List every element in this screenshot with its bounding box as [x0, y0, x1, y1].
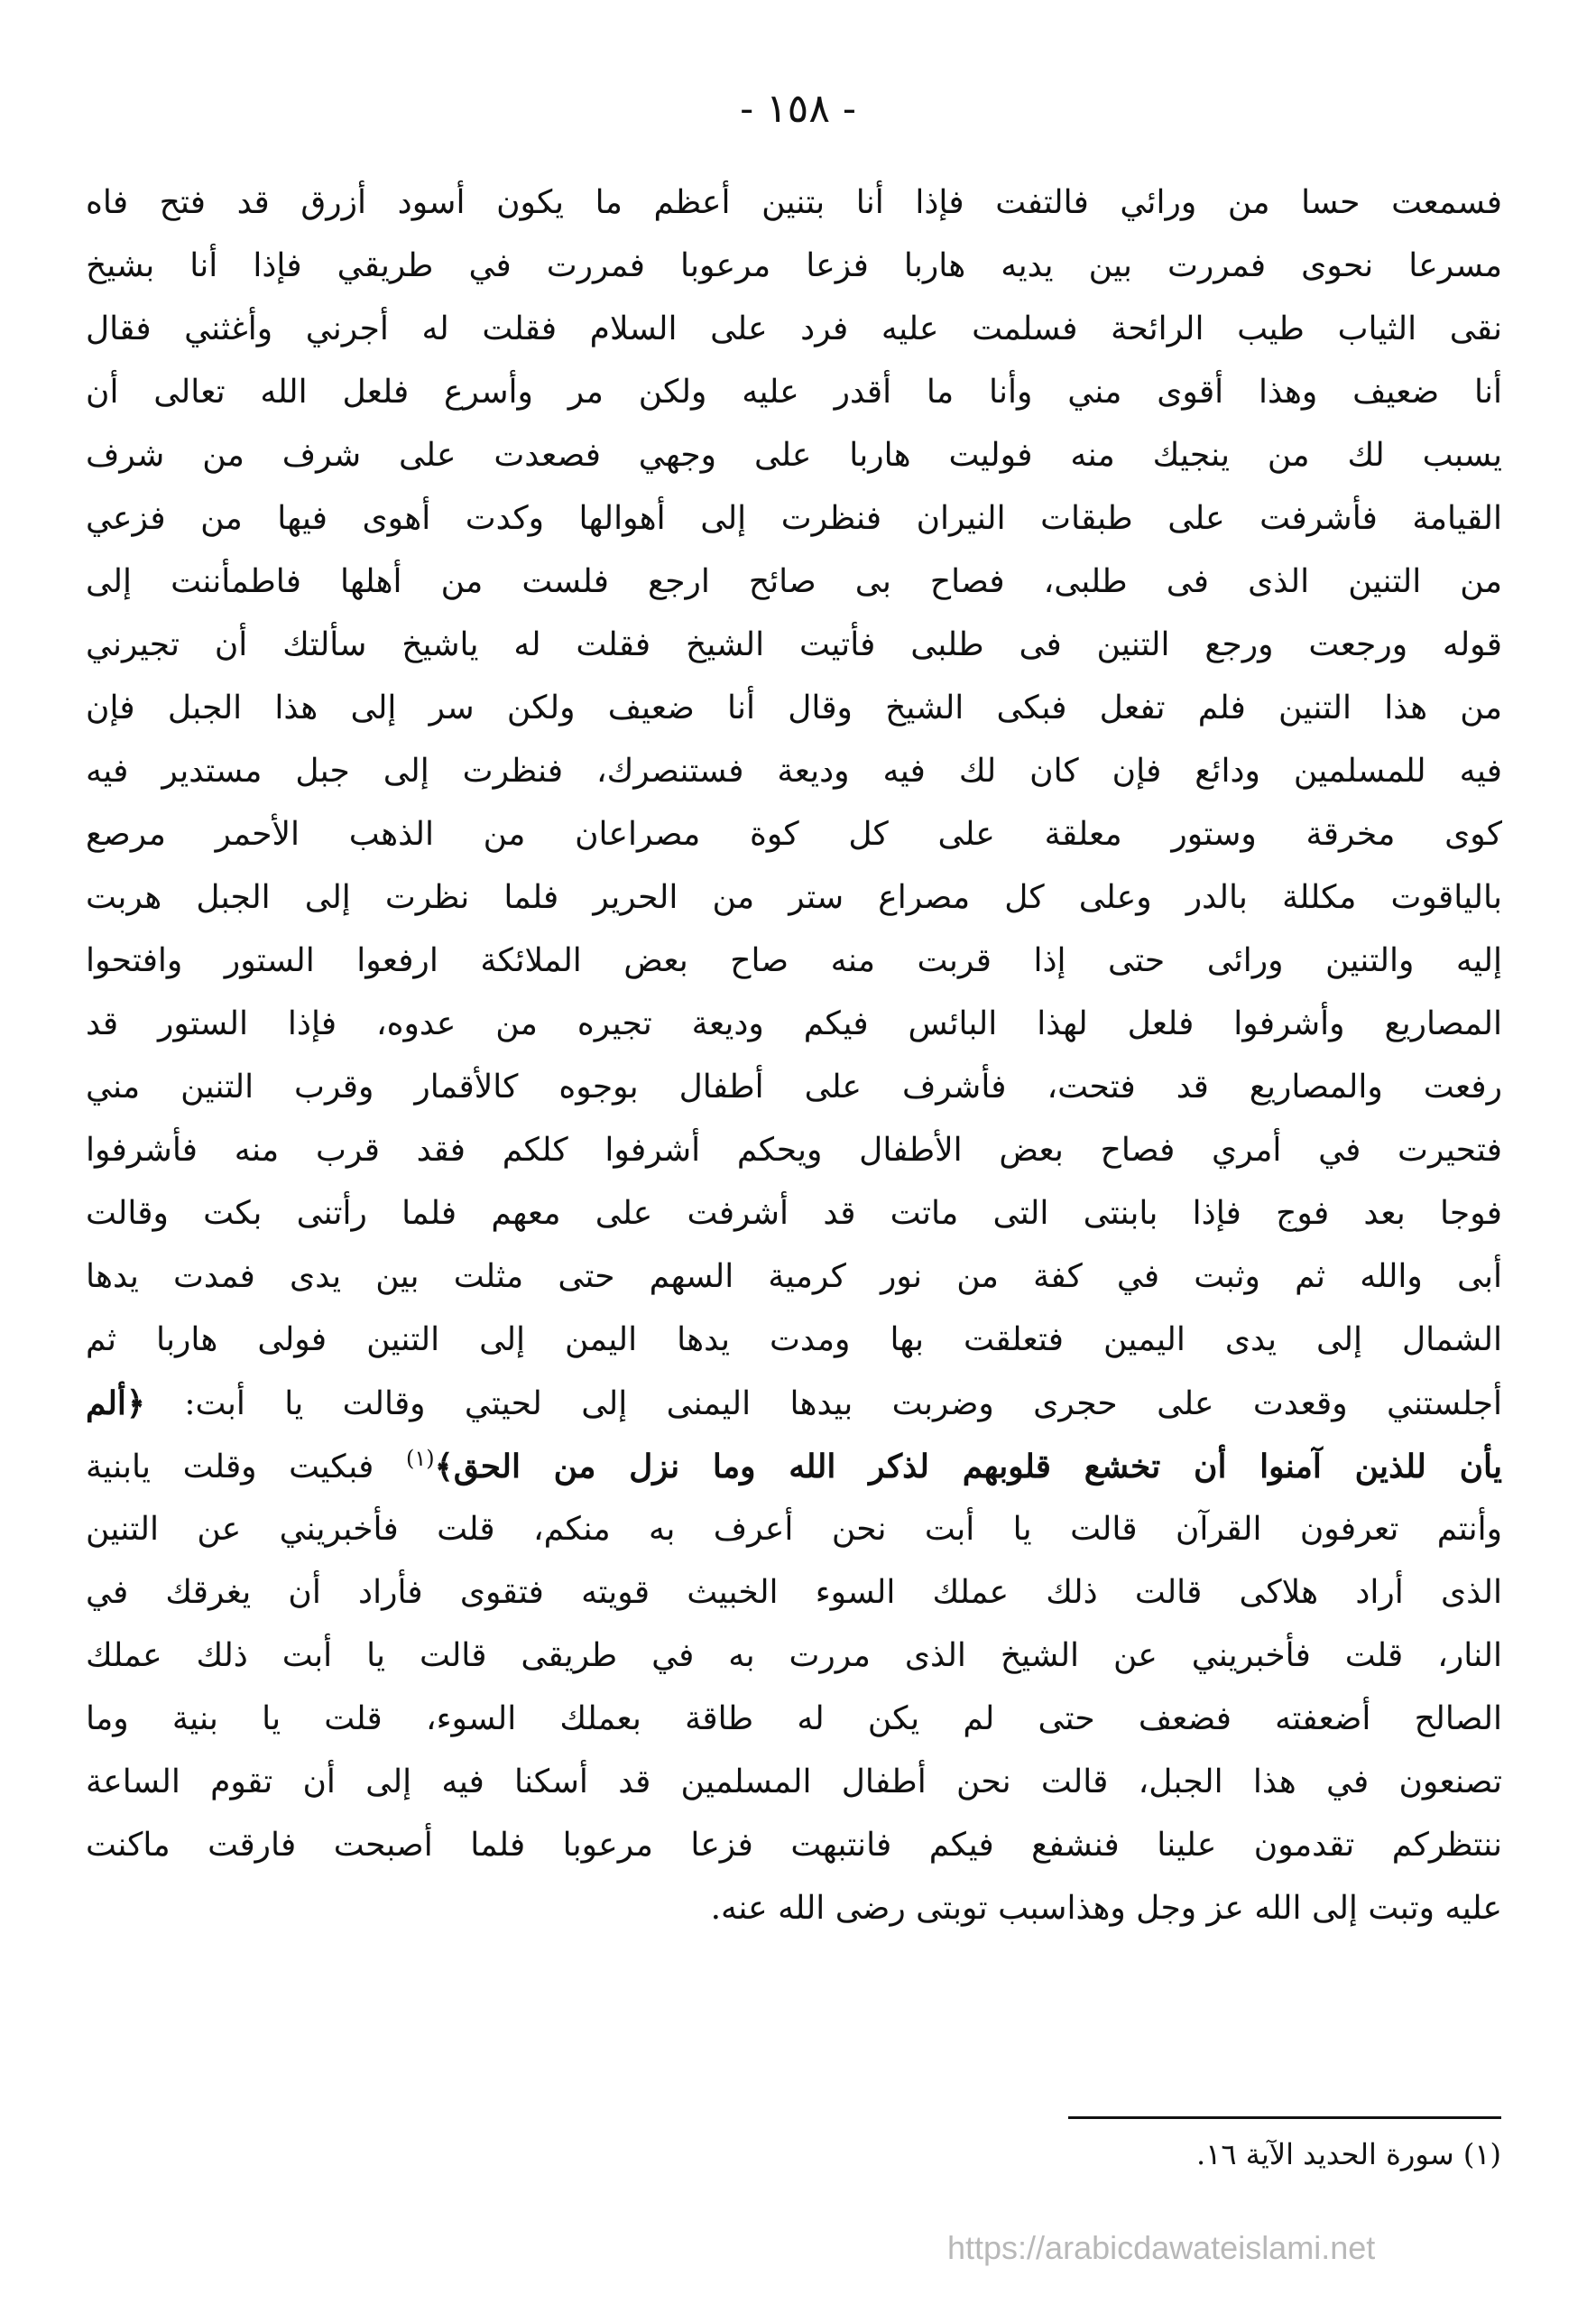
text-line: قوله ورجعت ورجع التنين فى طلبى فأتيت الشيخ فقلت له ياشيخ سألتك أن تجيرني	[86, 626, 1502, 663]
text-line: بالياقوت مكللة بالدر وعلى كل مصراع ستر من الحرير فلما نظرت إلى الجبل هربت	[86, 879, 1502, 916]
text-line: فتحيرت في أمري فصاح بعض الأطفال ويحكم أشرفوا كلكم فقد قرب منه فأشرفوا	[86, 1132, 1502, 1169]
text-line: رفعت والمصاريع قد فتحت، فأشرف على أطفال بوجوه كالأقمار وقرب التنين مني	[86, 1069, 1502, 1106]
text-line: نقى الثياب طيب الرائحة فسلمت عليه فرد على السلام فقلت له أجرني وأغثني فقال	[86, 310, 1502, 347]
text-line: ننتظركم تقدمون علينا فنشفع فيكم فانتبهت فزعا مرعوبا فلما أصبحت فارقت ماكنت	[86, 1827, 1502, 1864]
page-number: - ١٥٨ -	[740, 86, 856, 132]
text-line-with-verse-start	[86, 1372, 1502, 1435]
text-line: الشمال إلى يدى اليمين فتعلقت بها ومدت يدها اليمن إلى التنين فولى هاربا ثم	[86, 1321, 1502, 1358]
text-line: كوى مخرقة وستور معلقة على كل كوة مصراعان من الذهب الأحمر مرصع	[86, 816, 1502, 853]
text-line: الذى أراد هلاكى قالت ذلك عملك السوء الخبيث قويته فتقوى فأراد أن يغرقك في	[86, 1574, 1502, 1611]
text-line: من هذا التنين فلم تفعل فبكى الشيخ وقال أنا ضعيف ولكن سر إلى هذا الجبل فإن	[86, 689, 1502, 727]
text-line: فسمعت حسا من ورائي فالتفت فإذا أنا بتنين أعظم ما يكون أسود أزرق قد فتح فاه	[86, 184, 1502, 221]
text-line: أنا ضعيف وهذا أقوى مني وأنا ما أقدر عليه ولكن مر وأسرع فلعل الله تعالى أن	[86, 374, 1502, 411]
text-line: إليه والتنين ورائى حتى إذا قربت منه صاح بعض الملائكة ارفعوا الستور وافتحوا	[86, 942, 1502, 979]
text-line: عليه وتبت إلى الله عز وجل وهذاسبب توبتى رضى الله عنه.	[710, 1890, 1502, 1927]
text-line: أبى والله ثم وثبت في كفة من نور كرمية السهم حتى مثلت بين يدى فمدت يدها	[86, 1258, 1502, 1295]
text-line: النار، قلت فأخبريني عن الشيخ الذى مررت به في طريقى قالت يا أبت ذلك عملك	[86, 1637, 1502, 1674]
text-line: الصالح أضعفته فضعف حتى لم يكن له طاقة بعملك السوء، قلت يا بنية وما	[86, 1700, 1502, 1737]
text-line: المصاريع وأشرفوا فلعل لهذا البائس فيكم وديعة تجيره من عدوه، فإذا الستور قد	[86, 1005, 1502, 1042]
quran-verse-open: ﴿ألم	[86, 1384, 146, 1422]
text-segment: فبكيت وقلت يابنية	[86, 1448, 374, 1485]
watermark-url: https://arabicdawateislami.net	[947, 2229, 1376, 2266]
footnote: (١) سورة الحديد الآية ١٦.	[1196, 2137, 1501, 2171]
text-line: وأنتم تعرفون القرآن قالت يا أبت نحن أعرف به منكم، قلت فأخبريني عن التنين	[86, 1511, 1502, 1548]
text-line-with-verse	[86, 1435, 1502, 1498]
text-segment: أجلستني وقعدت على حجرى وضربت بيدها اليمنى إلى لحيتي وقالت يا أبت:	[184, 1385, 1502, 1422]
text-line: يسبب لك من ينجيك منه فوليت هاربا على وجهي فصعدت على شرف من شرف	[86, 437, 1502, 474]
text-line: القيامة فأشرفت على طبقات النيران فنظرت إلى أهوالها وكدت أهوى فيها من فزعي	[86, 500, 1502, 537]
quran-verse: يأن للذين آمنوا أن تخشع قلوبهم لذكر الله وما نزل من الحق﴾	[434, 1448, 1502, 1485]
text-line: مسرعا نحوى فمررت بين يديه هاربا فزعا مرعوبا فمررت في طريقي فإذا أنا بشيخ	[86, 247, 1502, 284]
text-line: من التنين الذى فى طلبى، فصاح بى صائح ارجع فلست من أهلها فاطمأننت إلى	[86, 563, 1502, 600]
text-line: فيه للمسلمين ودائع فإن كان لك فيه وديعة فستنصرك، فنظرت إلى جبل مستدير فيه	[86, 753, 1502, 790]
text-line: فوجا بعد فوج فإذا بابنتى التى ماتت قد أشرفت على معهم فلما رأتنى بكت وقالت	[86, 1195, 1502, 1232]
text-line: تصنعون في هذا الجبل، قالت نحن أطفال المسلمين قد أسكنا فيه إلى أن تقوم الساعة	[86, 1763, 1502, 1800]
body-text	[86, 171, 1502, 1940]
footnote-divider	[1068, 2116, 1501, 2119]
footnote-reference: (١)	[405, 1446, 435, 1471]
